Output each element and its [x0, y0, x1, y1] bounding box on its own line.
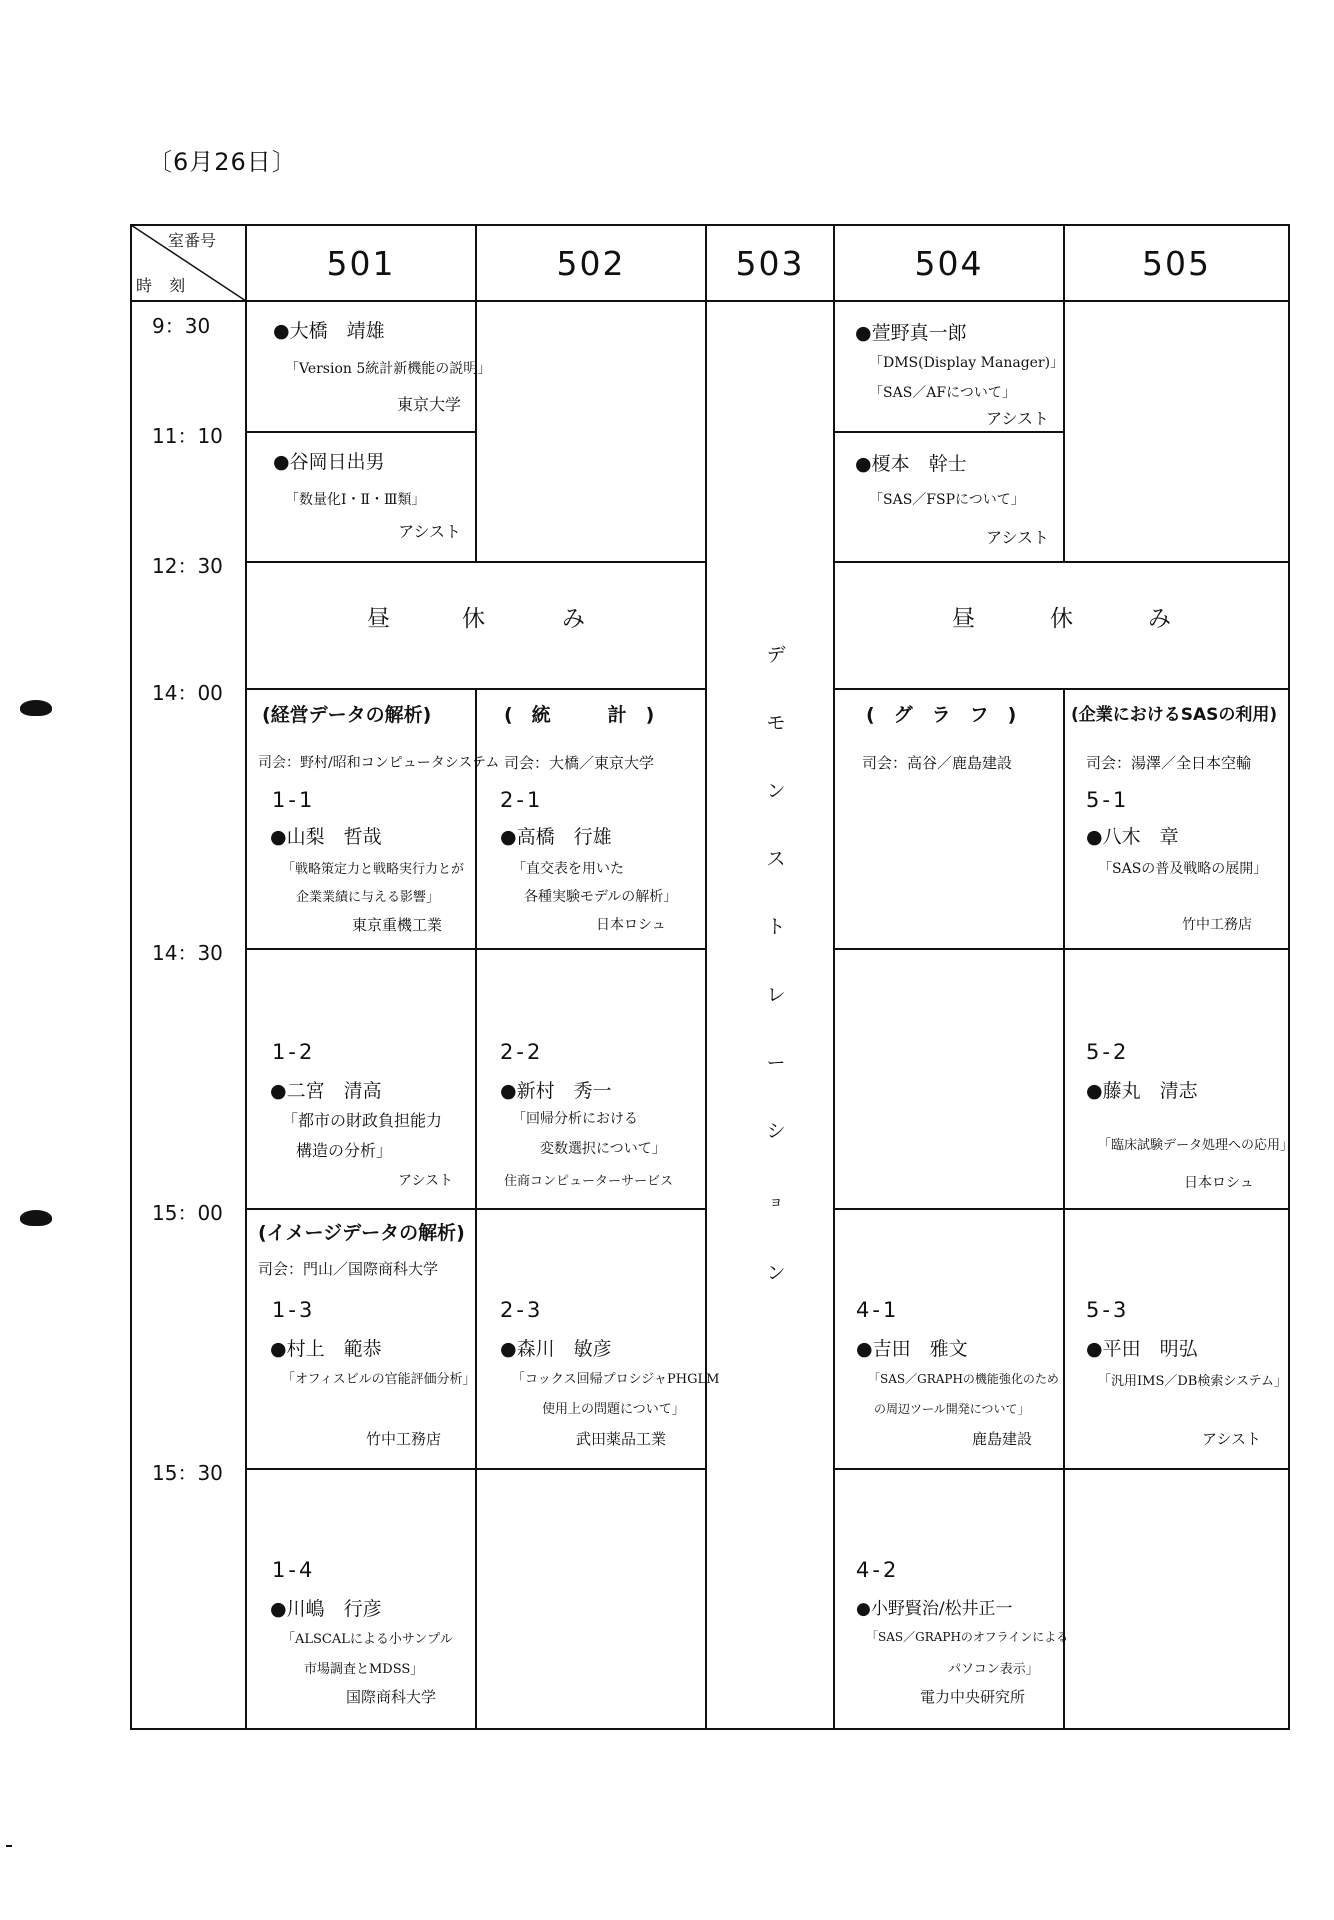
demo-char: ト	[766, 916, 786, 938]
speaker-name: ●吉田 雅文	[856, 1338, 968, 1360]
lunch-break-right-3: み	[1148, 606, 1172, 632]
col-rule	[705, 224, 707, 1730]
talk-title: 使用上の問題について」	[542, 1402, 685, 1417]
speaker-name: ●谷岡日出男	[273, 451, 385, 473]
talk-title: 「都市の財政負担能力	[282, 1111, 443, 1130]
talk-title: 「戦略策定力と戦略実行力とが	[282, 862, 465, 877]
demo-char: デ	[766, 644, 786, 666]
talk-number: 4-2	[856, 1558, 900, 1582]
talk-number: 5-2	[1086, 1040, 1130, 1064]
speaker-name: ●萱野真一郎	[855, 322, 967, 344]
morning-talk-504a	[835, 302, 1063, 431]
time-label: 12：30	[152, 554, 223, 578]
morning-talk-501a	[247, 302, 492, 431]
session-chair-501b: 司会：門山／国際商科大学	[258, 1260, 439, 1278]
affiliation: 住商コンピューターサービス	[504, 1174, 674, 1189]
corner-time-label: 時 刻	[136, 276, 192, 295]
affiliation: 竹中工務店	[366, 1430, 442, 1448]
demo-char: レ	[766, 984, 786, 1006]
punch-hole-mark	[20, 700, 52, 716]
speaker-name: ●榎本 幹士	[855, 453, 967, 475]
row-rule	[833, 688, 1288, 690]
speaker-name: ●平田 明弘	[1086, 1338, 1198, 1360]
session-chair-501: 司会：野村/昭和コンピュータシステム	[258, 755, 500, 771]
session-title-501: (経営データの解析)	[262, 704, 432, 726]
time-label: 9：30	[152, 314, 211, 338]
session-title-504: ( グ ラ フ )	[866, 704, 1017, 726]
corner-room-label: 室番号	[168, 231, 217, 250]
demo-char: ン	[766, 780, 786, 802]
affiliation: アシスト	[986, 528, 1049, 547]
morning-talk-504b	[835, 433, 1063, 561]
talk-number: 1-4	[272, 1558, 316, 1582]
talk-title: パソコン表示」	[948, 1662, 1039, 1677]
affiliation: 電力中央研究所	[920, 1688, 1026, 1706]
talk-number: 5-3	[1086, 1298, 1130, 1322]
affiliation: アシスト	[1202, 1430, 1261, 1448]
talk-title: 「SASの普及戦略の展開」	[1098, 861, 1268, 877]
talk-title: 「SAS／FSPについて」	[869, 492, 1025, 508]
affiliation: アシスト	[398, 522, 461, 541]
room-501-header: 501	[326, 243, 396, 283]
room-503-header: 503	[735, 243, 805, 283]
date-heading: 〔6月26日〕	[148, 148, 297, 176]
affiliation: 竹中工務店	[1182, 917, 1252, 933]
session-chair-504: 司会：高谷／鹿島建設	[862, 754, 1013, 772]
talk-number: 5-1	[1086, 788, 1130, 812]
talk-title: の周辺ツール開発について」	[874, 1402, 1030, 1416]
time-label: 14：00	[152, 681, 223, 705]
lunch-break-right-2: 休	[1050, 606, 1074, 632]
talk-title: 「SAS／GRAPHのオフラインによる	[866, 1630, 1069, 1644]
speaker-name: ●大橋 靖雄	[273, 320, 385, 342]
session-title-501b: (イメージデータの解析)	[258, 1222, 465, 1244]
talk-title: 「SAS／AFについて」	[869, 385, 1016, 401]
talk-title: 企業業績に与える影響」	[296, 890, 440, 905]
talk-title: 「ALSCALによる小サンプル	[282, 1632, 453, 1647]
speaker-name: ●川嶋 行彦	[270, 1598, 382, 1620]
talk-title: 「臨床試験データ処理への応用」	[1098, 1138, 1294, 1153]
demo-char: ー	[766, 1052, 786, 1074]
lunch-break-left-1: 昼	[367, 606, 391, 632]
talk-number: 1-1	[272, 788, 316, 812]
talk-title: 変数選択について」	[540, 1141, 666, 1157]
speaker-name: ●新村 秀一	[500, 1080, 612, 1102]
lunch-break-left-3: み	[562, 606, 586, 632]
row-rule	[245, 948, 705, 950]
talk-title: 「コックス回帰プロシジャPHGLM	[512, 1372, 720, 1387]
talk-number: 2-1	[500, 788, 544, 812]
row-rule	[833, 561, 1288, 563]
affiliation: 鹿島建設	[972, 1430, 1033, 1448]
affiliation: 武田薬品工業	[576, 1430, 667, 1448]
talk-title: 市場調査とMDSS」	[304, 1662, 424, 1677]
edge-mark	[6, 1845, 12, 1847]
talk-number: 4-1	[856, 1298, 900, 1322]
speaker-name: ●八木 章	[1086, 826, 1179, 848]
affiliation: 東京重機工業	[352, 916, 443, 934]
affiliation: 日本ロシュ	[596, 917, 666, 933]
time-label: 14：30	[152, 941, 223, 965]
speaker-name: ●山梨 哲哉	[270, 826, 382, 848]
time-label: 11：10	[152, 424, 223, 448]
room-504-header: 504	[914, 243, 984, 283]
talk-title: 「直交表を用いた	[512, 861, 624, 877]
room-505-header: 505	[1142, 243, 1211, 283]
affiliation: アシスト	[986, 409, 1049, 428]
demo-char: ョ	[768, 1192, 784, 1210]
speaker-name: ●高橋 行雄	[500, 826, 612, 848]
row-rule	[833, 1468, 1288, 1470]
row-rule	[245, 1468, 705, 1470]
room-502-header: 502	[556, 243, 626, 283]
talk-title: 「汎用IMS／DB検索システム」	[1098, 1374, 1288, 1389]
session-chair-502: 司会：大橋／東京大学	[504, 754, 655, 772]
affiliation: 東京大学	[396, 395, 461, 414]
affiliation: アシスト	[398, 1173, 454, 1189]
row-rule	[245, 561, 705, 563]
talk-title: 「Version 5統計新機能の説明」	[285, 361, 492, 377]
row-rule	[245, 1208, 705, 1210]
demo-char: ス	[766, 848, 786, 870]
affiliation: 日本ロシュ	[1184, 1175, 1254, 1191]
table-border-bottom	[130, 1728, 1290, 1730]
row-rule	[833, 948, 1288, 950]
table-border-left	[130, 224, 132, 1730]
row-rule	[245, 688, 705, 690]
table-border-right	[1288, 224, 1290, 1730]
lunch-break-right-1: 昼	[952, 606, 976, 632]
affiliation: 国際商科大学	[346, 1688, 437, 1706]
demo-char: モ	[766, 712, 786, 734]
speaker-name: ●小野賢治/松井正一	[856, 1599, 1013, 1619]
demo-char: シ	[766, 1120, 786, 1142]
session-chair-505: 司会：湯澤／全日本空輸	[1086, 754, 1252, 772]
morning-talk-501b	[247, 433, 475, 561]
talk-title: 「オフィスビルの官能評価分析」	[282, 1372, 476, 1387]
demo-char: ン	[766, 1262, 786, 1284]
time-label: 15：30	[152, 1461, 223, 1485]
speaker-name: ●二宮 清高	[270, 1080, 382, 1102]
session-title-502: ( 統 計 )	[504, 704, 655, 726]
lunch-break-left-2: 休	[462, 606, 486, 632]
talk-title: 構造の分析」	[296, 1141, 393, 1160]
speaker-name: ●村上 範恭	[270, 1338, 382, 1360]
talk-title: 「DMS(Display Manager)」	[869, 355, 1065, 371]
talk-number: 1-3	[272, 1298, 316, 1322]
speaker-name: ●森川 敏彦	[500, 1338, 612, 1360]
punch-hole-mark	[20, 1210, 52, 1226]
session-title-505: (企業におけるSASの利用)	[1071, 705, 1278, 725]
row-rule	[833, 1208, 1288, 1210]
time-label: 15：00	[152, 1201, 223, 1225]
talk-title: 各種実験モデルの解析」	[524, 889, 678, 905]
talk-number: 2-2	[500, 1040, 544, 1064]
talk-number: 1-2	[272, 1040, 316, 1064]
talk-title: 「SAS／GRAPHの機能強化のため	[868, 1372, 1059, 1386]
talk-number: 2-3	[500, 1298, 544, 1322]
speaker-name: ●藤丸 清志	[1086, 1080, 1198, 1102]
talk-title: 「数量化Ⅰ・Ⅱ・Ⅲ類」	[285, 492, 426, 508]
talk-title: 「回帰分析における	[512, 1111, 638, 1127]
